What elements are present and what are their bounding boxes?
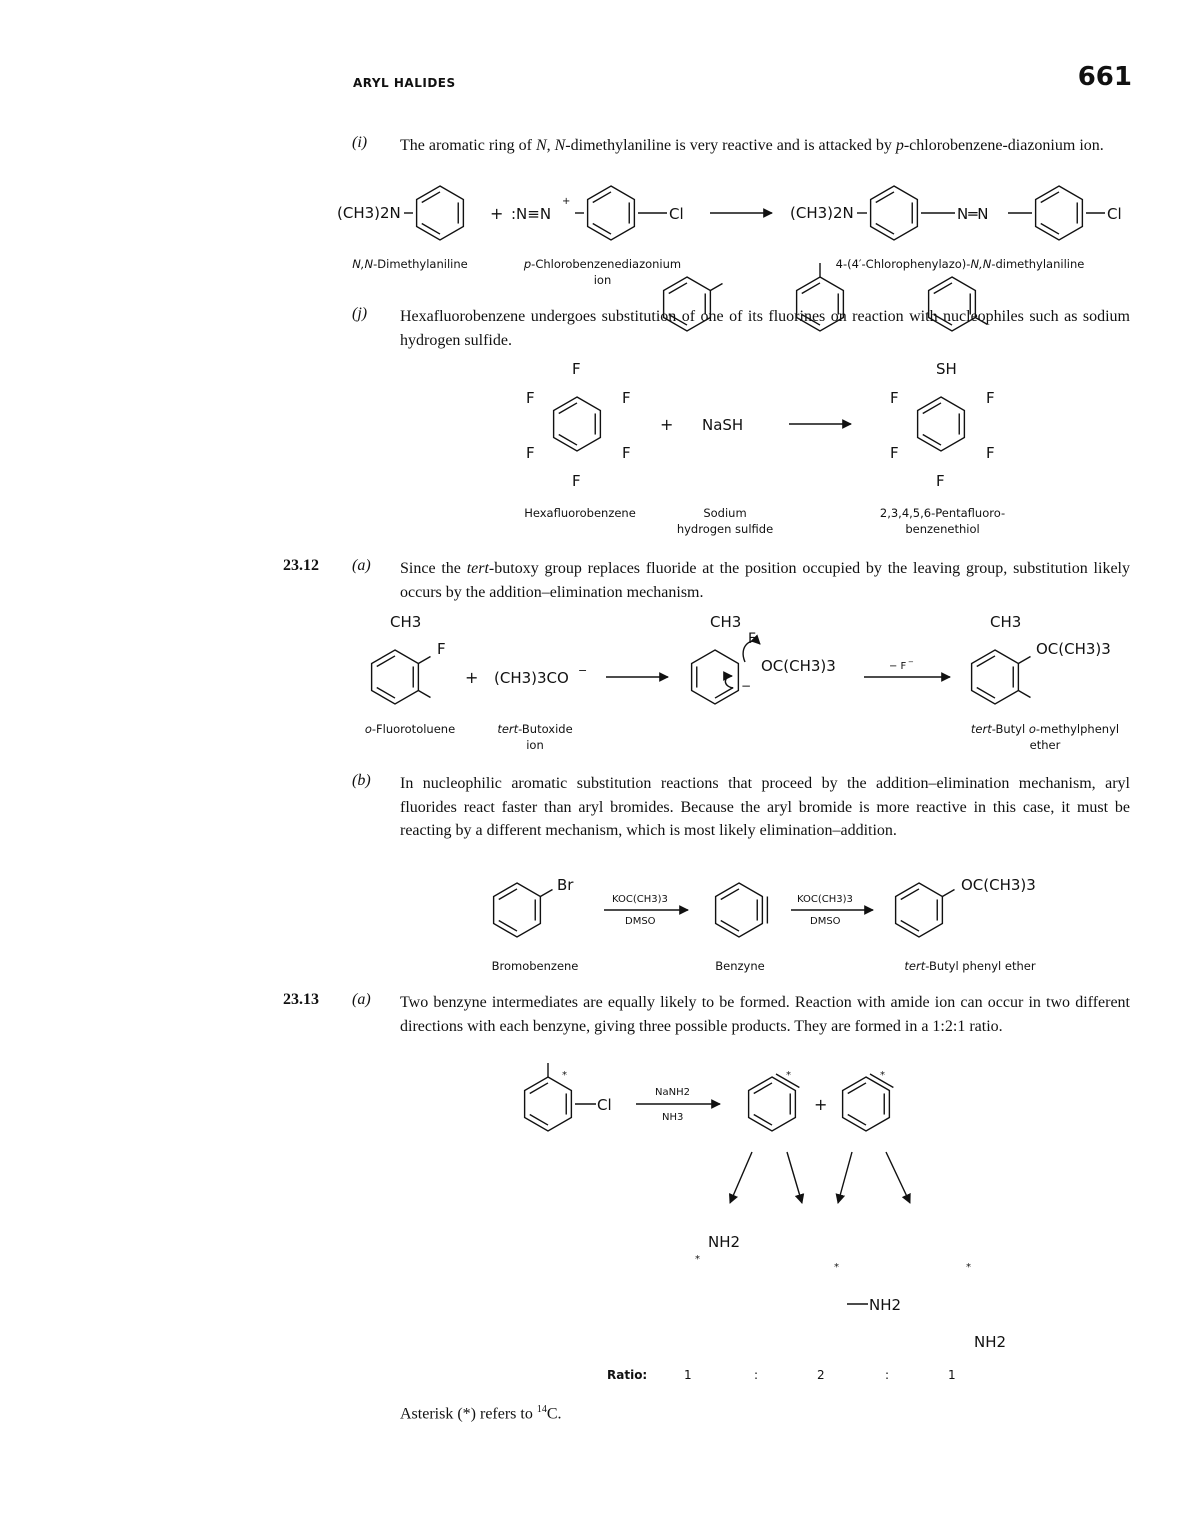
double-bond: [593, 192, 611, 203]
double-bond: [530, 1083, 548, 1094]
ring-outline: [797, 277, 844, 331]
caption-butyl-methylphenyl-ether: tert-Butyl o-methylphenyl ether: [970, 722, 1120, 752]
caption-diazonium: p-Chlorobenzenediazonium ion: [523, 257, 682, 287]
dimethylamino-label: (CH3)2N: [790, 204, 854, 222]
substituent-bond: [540, 890, 552, 897]
ring-outline: [929, 277, 976, 331]
benzene-ring: [372, 650, 431, 704]
benzyne-ring: [843, 1074, 894, 1131]
diazonium-label: :N≡N: [511, 205, 552, 223]
caption-butyl-phenyl-ether: tert-Butyl phenyl ether: [904, 959, 1036, 973]
plus-sign: +: [490, 204, 504, 223]
double-bond: [876, 224, 894, 235]
methyl-label: CH3: [390, 613, 422, 631]
solvent-label: DMSO: [625, 916, 656, 927]
caption-nash: Sodium hydrogen sulfide: [676, 506, 774, 536]
double-bond: [848, 1083, 866, 1094]
pathway-arrow: [730, 1152, 752, 1203]
problem-23-13-text: Two benzyne intermediates are equally likely to be formed. Reaction with amide ion can occur in two different directions with each benzyne, giving three possible products. They are formed in a 1:2:1 ratio.: [400, 994, 1130, 1035]
carbon-14-star: *: [695, 1254, 700, 1265]
ratio-separator: :: [754, 1368, 759, 1382]
double-bond: [559, 435, 577, 446]
scheme-elimination-addition: [494, 876, 1036, 937]
fluorine-label: F: [572, 360, 581, 378]
azo-label: N═N: [957, 205, 989, 223]
substituent-bond: [710, 284, 722, 291]
scheme-azo-coupling: [337, 186, 1122, 240]
amino-label: NH2: [869, 1296, 902, 1314]
ratio-value: 1: [948, 1368, 956, 1382]
double-bond: [977, 656, 995, 667]
fluorine-label: F: [526, 389, 535, 407]
problem-23-12-a-text: Since the tert-butoxy group replaces fluoride at the position occupied by the leaving group, substitution likely occurs by the addition–elimination mechanism.: [400, 560, 1130, 601]
double-bond: [422, 192, 440, 203]
part-j-text: Hexafluorobenzene undergoes substitution of one of its fluorines on reaction with nucleophiles such as sodium hydrogen sulfide.: [400, 308, 1130, 349]
carbon-14-star: *: [786, 1070, 791, 1081]
negative-charge: −: [578, 664, 588, 677]
fluorine-label: F: [748, 631, 757, 647]
benzene-ring: [494, 883, 553, 937]
negative-charge: −: [741, 679, 752, 693]
ring-outline: [1036, 186, 1083, 240]
problem-23-13-number: 23.13: [283, 991, 319, 1008]
ratio-label: Ratio:: [607, 1368, 648, 1382]
part-i-text: The aromatic ring of N, N-dimethylaniline is very reactive and is attacked by p-chlorobenzene-diazonium ion.: [400, 137, 1104, 154]
tert-butoxy-label: OC(CH3)3: [961, 876, 1036, 894]
ring-outline: [494, 883, 541, 937]
substituent-bond: [1018, 657, 1030, 664]
double-bond: [422, 224, 440, 235]
scheme-addition-elimination: [372, 613, 1111, 704]
double-bond: [499, 889, 517, 900]
ratio-separator: :: [885, 1368, 890, 1382]
chlorine-label: Cl: [1107, 205, 1122, 223]
benzyne-ring: [749, 1074, 800, 1131]
footnote: Asterisk (*) refers to $^{14}$C.: [400, 1404, 562, 1423]
chlorine-label: Cl: [669, 205, 684, 223]
methyl-label: CH3: [990, 613, 1022, 631]
bromine-label: Br: [557, 876, 574, 894]
caption-benzyne: Benzyne: [715, 959, 765, 973]
fluorine-label: F: [622, 444, 631, 462]
caption-fluorotoluene: o-Fluorotoluene: [364, 722, 456, 736]
plus-sign: +: [465, 668, 479, 687]
loss-of-fluoride: − F: [889, 661, 907, 672]
fluorine-label: F: [890, 389, 899, 407]
caption-azo-product: 4-(4′-Chlorophenylazo)-N,N-dimethylaniline: [835, 257, 1085, 271]
double-bond: [715, 688, 733, 699]
caption-bromobenzene: Bromobenzene: [491, 959, 579, 973]
part-a-label: (a): [352, 557, 371, 574]
fluorine-label: F: [890, 444, 899, 462]
alkoxide-label: (CH3)3CO: [494, 669, 569, 687]
double-bond: [802, 315, 820, 326]
caption-butoxide: tert-Butoxide ion: [497, 722, 573, 752]
double-bond: [530, 1115, 548, 1126]
tert-butoxy-label: OC(CH3)3: [761, 657, 836, 675]
problem-23-12-number: 23.12: [283, 557, 319, 574]
curved-arrow: [725, 676, 733, 688]
benzene-ring: [554, 397, 601, 451]
double-bond: [876, 192, 894, 203]
scheme-labeled-benzyne: [525, 263, 1006, 1351]
benzene-ring: [918, 397, 965, 451]
double-bond: [593, 224, 611, 235]
positive-charge: +: [562, 196, 571, 207]
ring-outline: [525, 1077, 572, 1131]
substituent-bond: [1018, 691, 1030, 698]
double-bond: [923, 435, 941, 446]
ring-outline: [918, 397, 965, 451]
double-bond: [754, 1115, 772, 1126]
ring-outline: [372, 650, 419, 704]
reagent-label: KOC(CH3)3: [612, 894, 668, 905]
ring-outline: [417, 186, 464, 240]
double-bond: [1041, 192, 1059, 203]
pathway-arrow: [886, 1152, 910, 1203]
page-number: 661: [1077, 62, 1132, 92]
double-bond: [721, 921, 739, 932]
double-bond: [669, 283, 687, 294]
ring-outline: [749, 1077, 796, 1131]
scheme-hexafluorobenzene: [526, 360, 995, 490]
caption-dimethylaniline: N,N-Dimethylaniline: [352, 257, 468, 271]
double-bond: [1041, 224, 1059, 235]
cyclohexadienyl-anion: [692, 650, 739, 704]
ring-outline: [972, 650, 1019, 704]
dimethylamino-label: (CH3)2N: [337, 204, 401, 222]
ring-outline: [588, 186, 635, 240]
fluorine-label: F: [526, 444, 535, 462]
double-bond: [721, 889, 739, 900]
thiol-label: SH: [936, 360, 957, 378]
double-bond: [377, 656, 395, 667]
plus-sign: +: [814, 1095, 828, 1114]
ring-outline: [871, 186, 918, 240]
methyl-label: CH3: [710, 613, 742, 631]
benzene-ring: [972, 650, 1031, 704]
benzene-ring: [1036, 186, 1083, 240]
amino-label: NH2: [974, 1333, 1007, 1351]
tert-butoxy-label: OC(CH3)3: [1036, 640, 1111, 658]
double-bond: [977, 688, 995, 699]
problem-23-12-b-text: In nucleophilic aromatic substitution reactions that proceed by the addition–elimination mechanism, aryl fluorides react faster than aryl bromides. Because the aryl bromide is more reactive in this case, it must be reacting by a different mechanism, which is most likely elimination–addition.: [400, 775, 1130, 839]
ring-outline: [664, 277, 711, 331]
fluorine-label: F: [572, 472, 581, 490]
benzene-ring: [664, 277, 723, 331]
double-bond: [934, 315, 952, 326]
double-bond: [499, 921, 517, 932]
double-bond: [901, 921, 919, 932]
double-bond: [559, 403, 577, 414]
double-bond: [669, 315, 687, 326]
reagent-label: NaNH2: [655, 1087, 690, 1098]
chlorine-label: Cl: [597, 1096, 612, 1114]
solvent-label: DMSO: [810, 916, 841, 927]
fluorine-label: F: [437, 640, 446, 658]
substituent-bond: [418, 691, 430, 698]
carbon-14-star: *: [966, 1262, 971, 1273]
substituent-bond: [418, 657, 430, 664]
running-head: ARYL HALIDES: [353, 76, 456, 90]
pathway-arrow: [838, 1152, 852, 1203]
reagent-label: KOC(CH3)3: [797, 894, 853, 905]
part-a-label-2313: (a): [352, 991, 371, 1008]
negative-charge: −: [908, 658, 914, 666]
substituent-bond: [975, 318, 987, 325]
ring-outline: [843, 1077, 890, 1131]
benzene-ring: [797, 263, 844, 331]
caption-pentafluorobenzenethiol: 2,3,4,5,6-Pentafluoro- benzenethiol: [879, 506, 1006, 536]
ring-outline: [896, 883, 943, 937]
part-b-label: (b): [352, 772, 371, 789]
amino-label: NH2: [708, 1233, 741, 1251]
carbon-14-star: *: [880, 1070, 885, 1081]
carbon-14-star: *: [562, 1070, 567, 1081]
nash-label: NaSH: [702, 416, 744, 434]
benzene-ring: [896, 883, 955, 937]
part-i-label: (i): [352, 134, 368, 151]
double-bond: [377, 688, 395, 699]
double-bond: [923, 403, 941, 414]
caption-hexafluorobenzene: Hexafluorobenzene: [524, 506, 636, 520]
ratio-value: 1: [684, 1368, 692, 1382]
carbon-14-star: *: [834, 1262, 839, 1273]
double-bond: [848, 1115, 866, 1126]
plus-sign: +: [660, 415, 674, 434]
double-bond: [901, 889, 919, 900]
ring-outline: [692, 650, 739, 704]
benzene-ring: [929, 277, 988, 331]
pathway-arrow: [787, 1152, 802, 1203]
benzyne-ring: [716, 883, 768, 937]
fluorine-label: F: [986, 389, 995, 407]
ring-outline: [554, 397, 601, 451]
ratio-value: 2: [817, 1368, 825, 1382]
part-j-label: (j): [352, 305, 368, 322]
solvent-label: NH3: [662, 1112, 684, 1123]
substituent-bond: [942, 890, 954, 897]
benzene-ring: [417, 186, 464, 240]
fluorine-label: F: [936, 472, 945, 490]
benzene-ring: [588, 186, 635, 240]
double-bond: [934, 283, 952, 294]
ring-outline: [716, 883, 763, 937]
double-bond: [802, 283, 820, 294]
fluorine-label: F: [622, 389, 631, 407]
double-bond: [754, 1083, 772, 1094]
benzene-ring: [871, 186, 918, 240]
fluorine-label: F: [986, 444, 995, 462]
